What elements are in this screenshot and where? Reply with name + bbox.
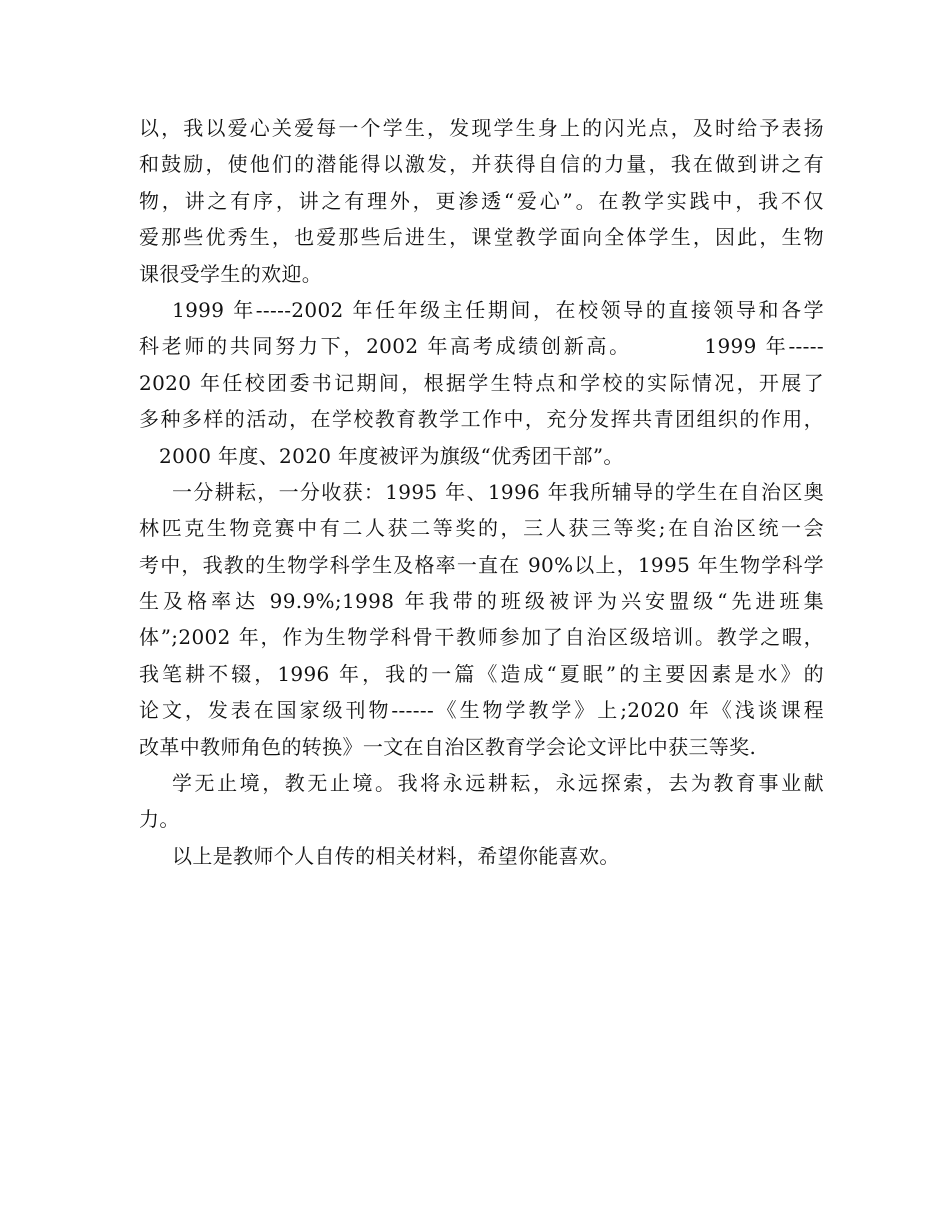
text-line: 我笔耕不辍，1996 年，我的一篇《造成“夏眠”的主要因素是水》的 bbox=[139, 661, 824, 686]
text-line: 以上是教师个人自传的相关材料，希望你能喜欢。 bbox=[172, 843, 620, 868]
text-line: 学无止境，教无止境。我将永远耕耘，永远探索，去为教育事业献 bbox=[172, 771, 824, 796]
text-line: 考中，我教的生物学科学生及格率一直在 90%以上，1995 年生物学科学 bbox=[139, 552, 824, 577]
text-line: 力。 bbox=[139, 807, 180, 832]
text-line: 2020 年任校团委书记期间，根据学生特点和学校的实际情况，开展了 bbox=[139, 370, 824, 395]
text-line: 林匹克生物竞赛中有二人获二等奖的，三人获三等奖;在自治区统一会 bbox=[139, 516, 824, 541]
text-line: 课很受学生的欢迎。 bbox=[139, 261, 323, 286]
text-line: 和鼓励，使他们的潜能得以激发，并获得自信的力量，我在做到讲之有 bbox=[139, 152, 824, 177]
document-body bbox=[139, 110, 824, 874]
text-line: 2000 年度、2020 年度被评为旗级“优秀团干部”。 bbox=[159, 443, 624, 468]
text-line: 爱那些优秀生，也爱那些后进生，课堂教学面向全体学生，因此，生物 bbox=[139, 225, 824, 250]
text-line: 生及格率达 99.9%;1998 年我带的班级被评为兴安盟级“先进班集 bbox=[139, 589, 824, 614]
text-line: 一分耕耘，一分收获：1995 年、1996 年我所辅导的学生在自治区奥 bbox=[172, 479, 824, 504]
text-line: 物，讲之有序，讲之有理外，更渗透“爱心”。在教学实践中，我不仅 bbox=[139, 188, 824, 213]
text-line: 多种多样的活动，在学校教育教学工作中，充分发挥共青团组织的作用， bbox=[139, 407, 824, 432]
text-line: 科老师的共同努力下，2002 年高考成绩创新高。 1999 年----- bbox=[139, 334, 824, 359]
text-line: 论文，发表在国家级刊物------《生物学教学》上;2020 年《浅谈课程 bbox=[139, 698, 824, 723]
text-line: 1999 年-----2002 年任年级主任期间，在校领导的直接领导和各学 bbox=[172, 297, 824, 322]
text-line: 改革中教师角色的转换》一文在自治区教育学会论文评比中获三等奖. bbox=[139, 734, 757, 759]
text-line: 体”;2002 年，作为生物学科骨干教师参加了自治区级培训。教学之暇， bbox=[139, 625, 824, 650]
text-line: 以，我以爱心关爱每一个学生，发现学生身上的闪光点，及时给予表扬 bbox=[139, 116, 824, 140]
